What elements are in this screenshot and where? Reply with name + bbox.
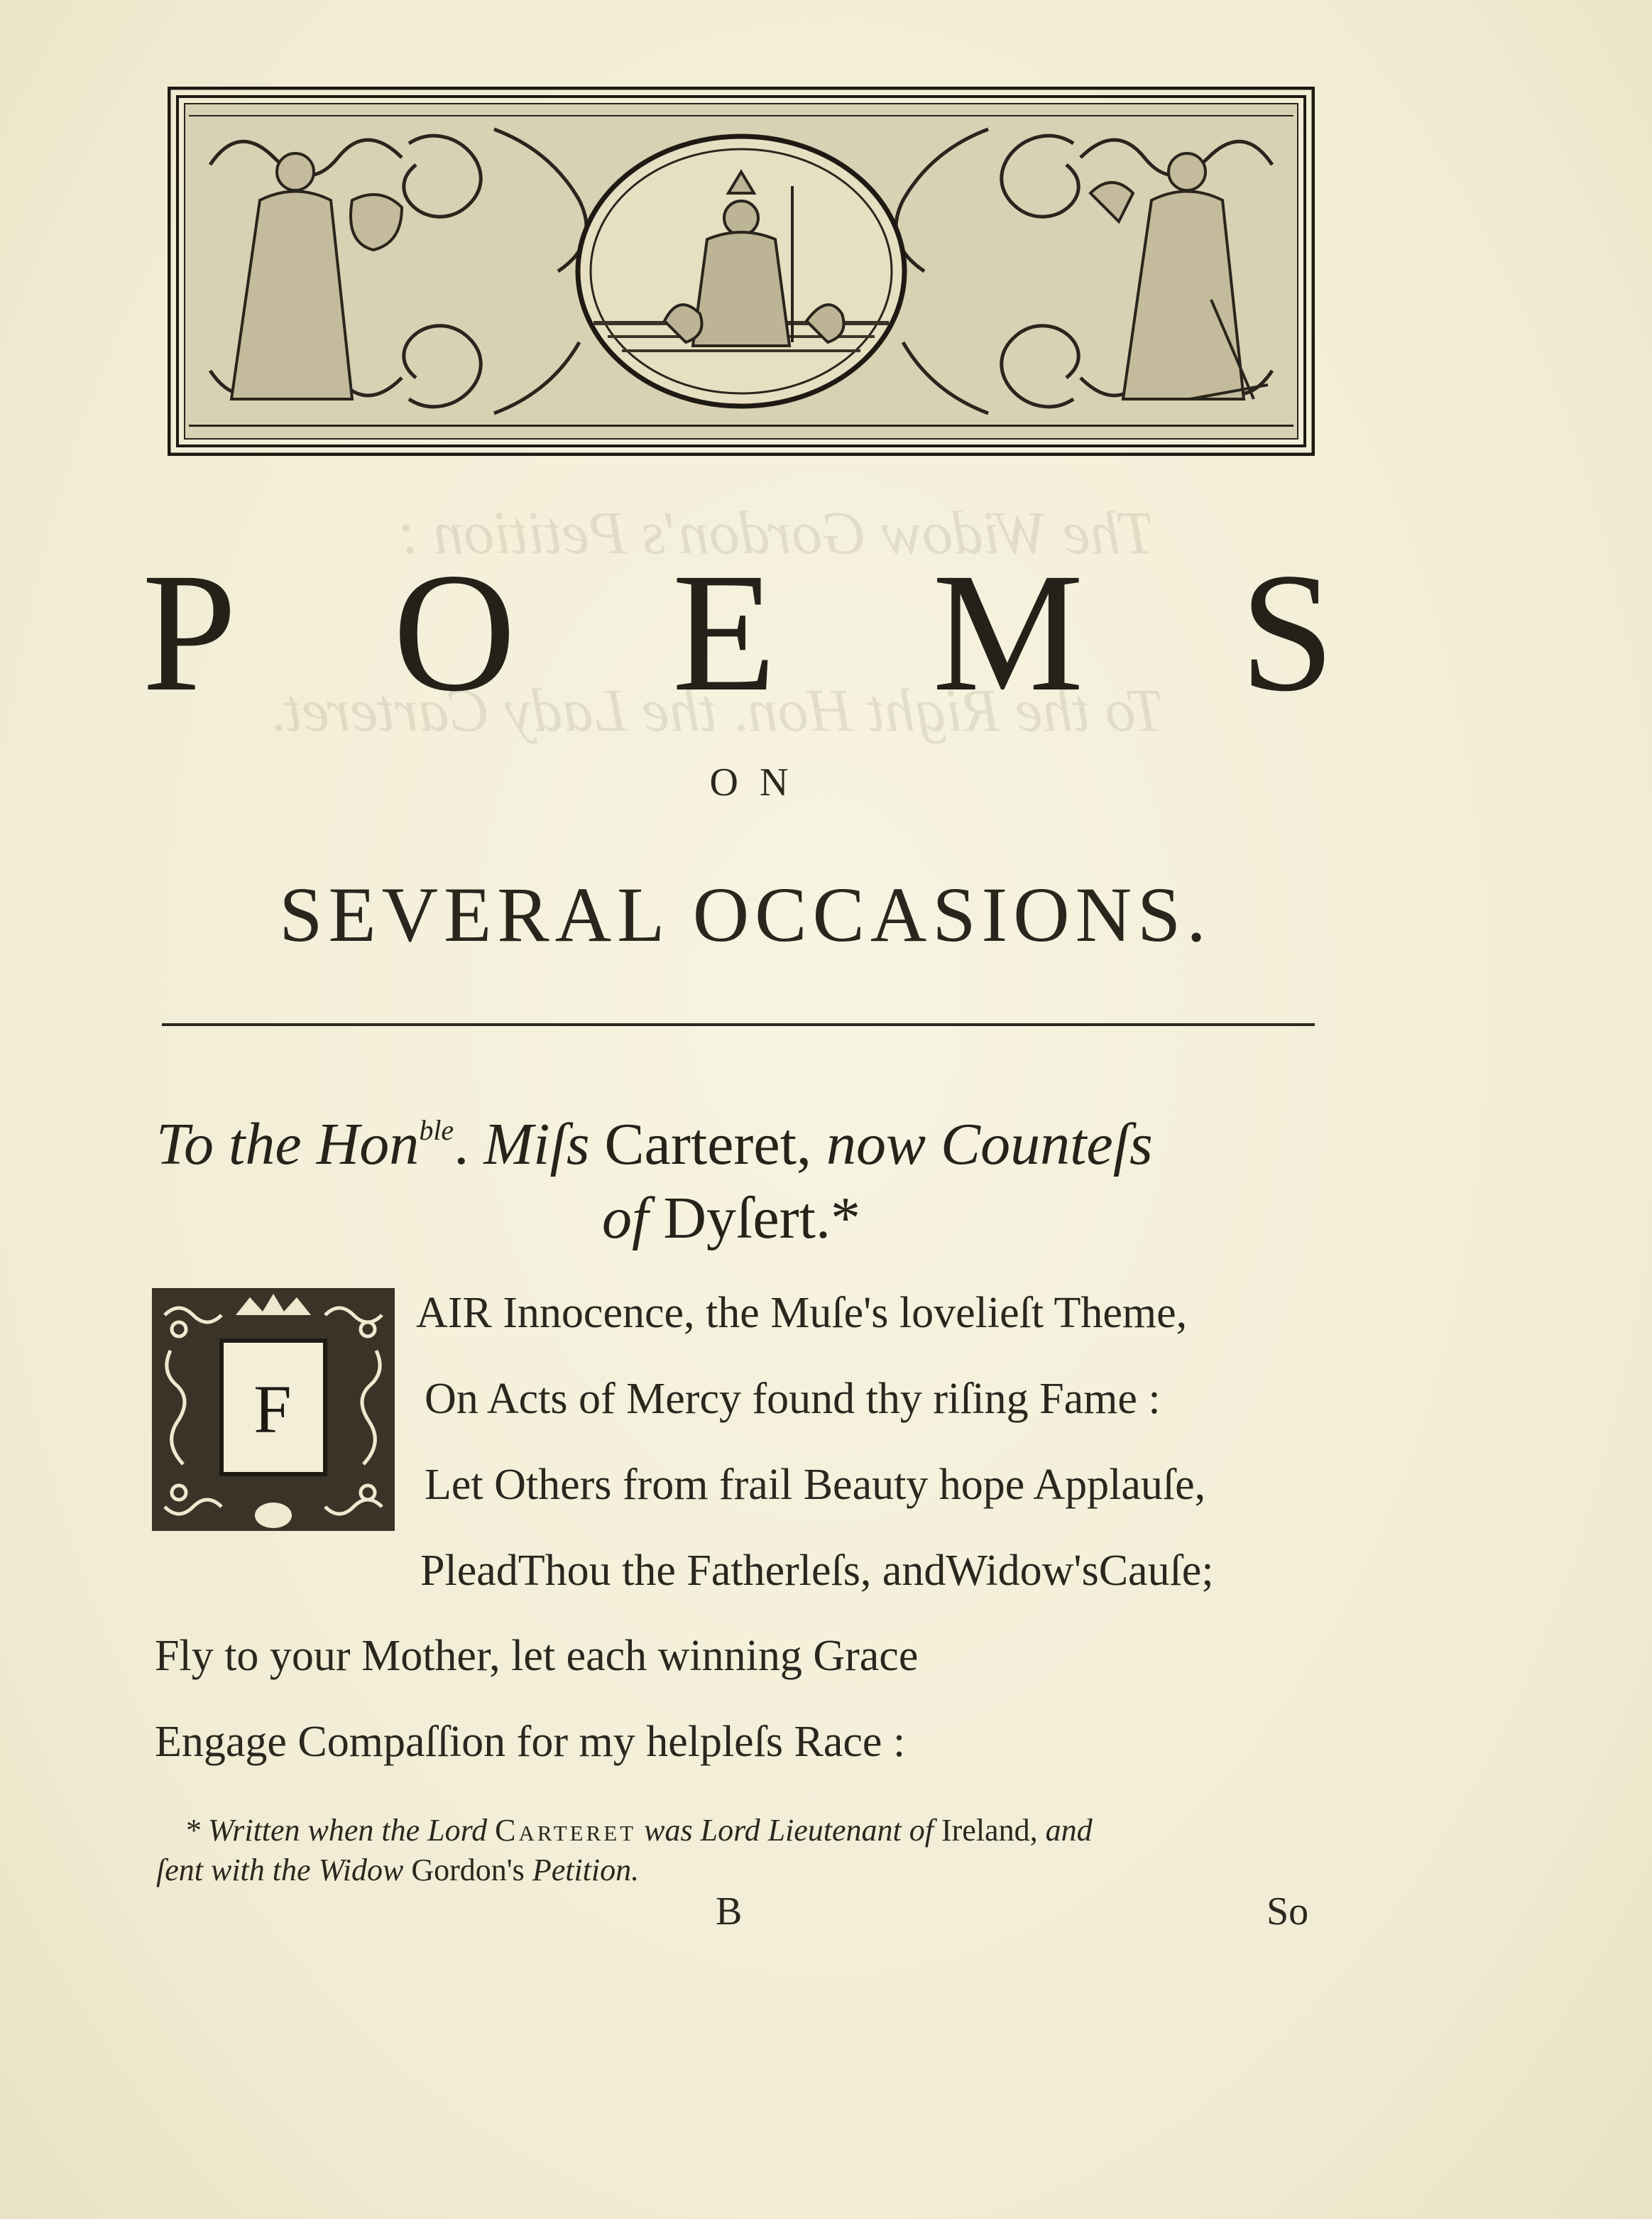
title-letter: M [932,538,1084,726]
initial-letter: F [253,1371,292,1447]
catchword: So [1267,1890,1309,1934]
footnote-and: and [1045,1813,1093,1848]
dedication-dot: . [454,1111,469,1177]
title-letter: P [142,538,237,726]
signature-mark: B [716,1890,743,1934]
dedication-now-countess: now Counteſs [826,1111,1153,1177]
footnote-carteret: Carteret [495,1813,637,1848]
title-letter: O [393,538,516,726]
footnote-line-2 [156,1850,1320,1890]
verse-line-5: Fly to your Mother, let each winning Grace [155,1632,919,1680]
show-through-text: The Widow Gordon's Petition : [398,498,1155,567]
footnote-written: Written when the Lord [208,1813,488,1848]
title-letter: S [1240,538,1335,726]
dedication-line-2 [156,1182,1328,1255]
title-several-occasions: SEVERAL OCCASIONS. [279,871,1212,958]
footnote-gordon: Gordon's [411,1853,525,1887]
verse-line-2: On Acts of Mercy found thy riſing Fame : [425,1375,1161,1423]
footnote-line-1 [156,1811,1320,1850]
dedication-miss: Miſs [483,1111,590,1177]
dedication-to-the: To the [156,1111,302,1177]
title-on: ON [709,760,810,805]
title-letter: E [672,538,777,726]
verse-line-6: Engage Compaſſion for my helpleſs Race : [155,1718,906,1766]
dedication-heading [156,1094,1328,1255]
dedication-dysert: Dyſert.* [663,1185,860,1251]
footnote-star: * [185,1813,200,1848]
dedication-of: of [602,1185,649,1251]
dedication-carteret: Carteret, [604,1111,812,1177]
footnote-was: was Lord Lieutenant of [644,1813,934,1848]
verse-line-4: PleadThou the Fatherleſs, andWidow'sCauſe; [420,1547,1214,1595]
dedication-hon-superscript: ble [419,1114,454,1146]
ornamental-headpiece-icon [168,87,1315,456]
verse-line-1: AIR Innocence, the Muſe's lovelieſt Theme, [416,1289,1188,1337]
horizontal-rule [162,1023,1315,1026]
verse-line-3: Let Others from frail Beauty hope Applauſe, [425,1461,1206,1509]
footnote-sent: ſent with the Widow [156,1853,404,1887]
footnote [156,1811,1320,1890]
dedication-hon: Hon [316,1111,420,1177]
footnote-ireland: Ireland, [941,1813,1038,1848]
show-through-text: To the Right Hon. the Lady Carteret. [270,676,1164,744]
dedication-line-1 [156,1094,1328,1182]
title-poems [142,540,1335,724]
footnote-petition: Petition. [532,1853,640,1887]
